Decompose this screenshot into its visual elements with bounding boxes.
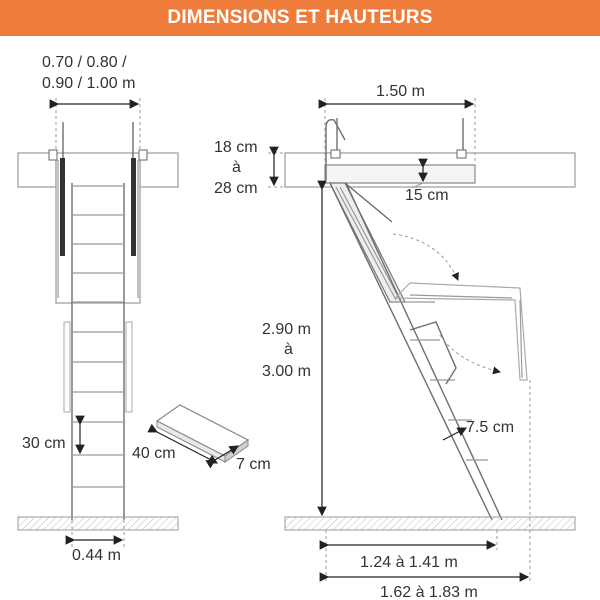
side-view <box>214 83 575 600</box>
total-span-label: 1.62 à 1.83 m <box>380 584 478 600</box>
step-length-label: 40 cm <box>132 445 176 462</box>
height-label-3: 3.00 m <box>262 363 311 380</box>
ceiling-thickness-label-1: 18 cm <box>214 139 258 156</box>
height-label-1: 2.90 m <box>262 321 311 338</box>
rail-width-label: 7.5 cm <box>466 419 515 436</box>
box-depth-label: 15 cm <box>405 187 449 204</box>
floor-slab-front <box>18 517 178 530</box>
floor-span-label: 1.24 à 1.41 m <box>360 554 458 571</box>
step-detail <box>132 405 271 473</box>
hatch-box-side <box>325 165 475 183</box>
front-width-label-1: 0.70 / 0.80 / <box>42 54 127 71</box>
front-view <box>18 54 178 564</box>
hatch-box <box>56 153 140 303</box>
opening-length-label: 1.50 m <box>376 83 425 100</box>
step-depth-label: 7 cm <box>236 456 271 473</box>
spring-right <box>131 158 136 256</box>
front-width-label-2: 0.90 / 1.00 m <box>42 75 136 92</box>
spring-left <box>60 158 65 256</box>
floor-slab-side <box>285 517 575 530</box>
ceiling-thickness-label-3: 28 cm <box>214 180 258 197</box>
ceiling-thickness-label-2: à <box>232 159 241 176</box>
height-label-2: à <box>284 341 293 358</box>
stile-width-label: 0.44 m <box>72 547 121 564</box>
step-spacing-label: 30 cm <box>22 435 66 452</box>
page-title: DIMENSIONS ET HAUTEURS <box>167 7 433 28</box>
